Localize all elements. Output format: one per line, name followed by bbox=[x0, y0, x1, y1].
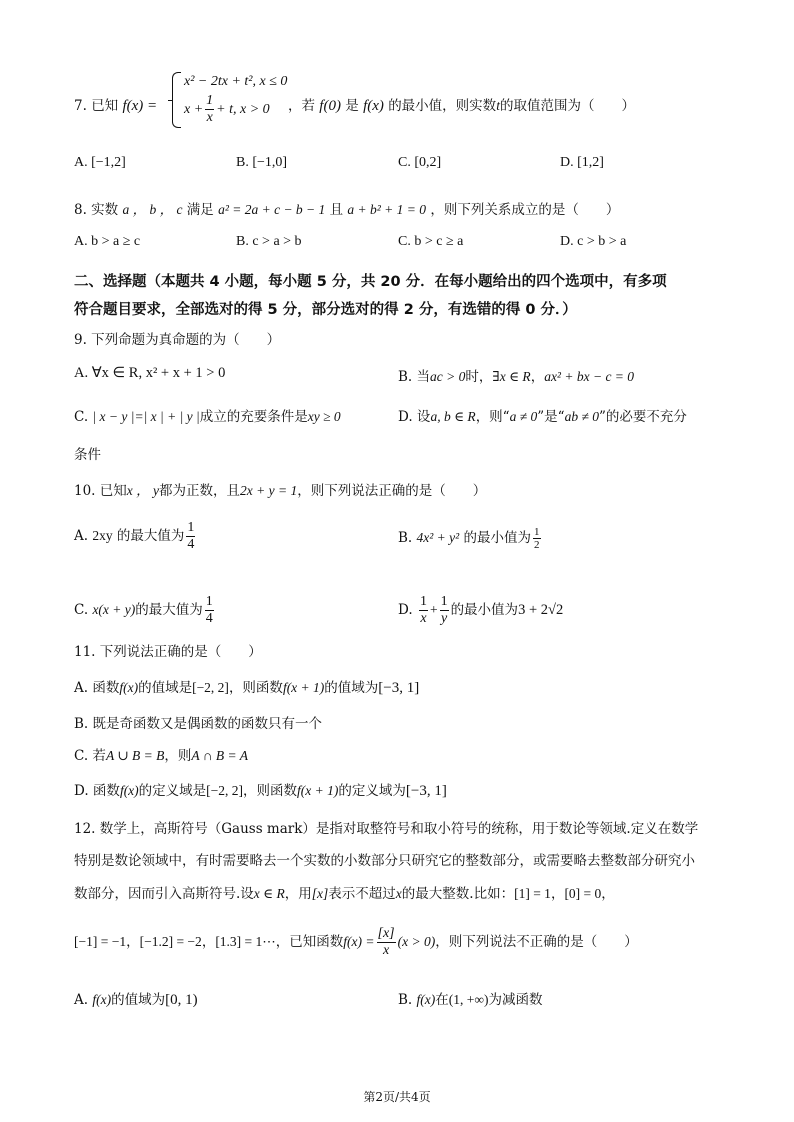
q7-case-2: x + $\frac{1}{x}$ + t, x > 0 bbox=[184, 93, 270, 126]
q9-option-b: B. 当ac > 0时，∃x ∈ R，ax² + bx − c = 0 bbox=[398, 369, 635, 385]
q7-var-t: t bbox=[496, 98, 500, 113]
q7-number: 7. bbox=[74, 98, 87, 114]
q12-line-1: 12. 数学上，高斯符号（Gauss mark）是指对取整符号和取小符号的统称，用于数论等领域.定义在数学 bbox=[74, 821, 699, 837]
q9-stem: 9. 下列命题为真命题的为（ ） bbox=[74, 332, 281, 348]
q11-option-a: A. 函数f(x)的值域是[−2, 2]，则函数f(x + 1)的值域为[−3, 1] bbox=[74, 680, 420, 696]
q8-equation-2: a + b² + 1 = 0 bbox=[347, 202, 427, 217]
q9-option-a: A. ∀x ∈ R, x² + x + 1 > 0 bbox=[74, 365, 226, 381]
q12-line-4: [−1] = −1，[−1.2] = −2，[1.3] = 1⋯，已知函数f(x) = $\frac{[x]}{x}$ (x > 0)，则下列说法不正确的是（ ） bbox=[74, 926, 638, 958]
page-footer: 第2页/共4页 bbox=[363, 1090, 431, 1104]
q7-option-d: D. [1,2] bbox=[560, 155, 604, 170]
q7-option-c: C. [0,2] bbox=[398, 155, 442, 170]
q7-brace bbox=[172, 72, 181, 128]
q7-piecewise bbox=[172, 72, 287, 128]
q10-option-a: A. 2xy 的最大值为 $\frac{1}{4}$ bbox=[74, 520, 195, 552]
q8-option-c: C. b > c ≥ a bbox=[398, 234, 464, 249]
q10-option-d: D. $\frac{1}{x}$ + $\frac{1}{y}$ 的最小值为3 + 2√2 bbox=[398, 594, 564, 626]
section-2-line-2: 符合题目要求，全部选对的得 5 分，部分选对的得 2 分，有选错的得 0 分．） bbox=[74, 302, 577, 318]
q7-f0: f(0) bbox=[319, 98, 341, 114]
q7-stem-end: ，若 f(0) 是 f(x) 的最小值，则实数t的取值范围为（ ） bbox=[288, 98, 635, 114]
q7-option-a: A. [−1,2] bbox=[74, 155, 126, 170]
q8-option-d: D. c > b > a bbox=[560, 234, 627, 249]
q9-option-d-wrap: 条件 bbox=[74, 447, 101, 463]
q12-option-b: B. f(x)在(1, +∞)为减函数 bbox=[398, 992, 543, 1008]
q10-option-c: C. x(x + y)的最大值为 $\frac{1}{4}$ bbox=[74, 594, 213, 626]
q9-option-c: C. | x − y |=| x | + | y |成立的充要条件是xy ≥ 0 bbox=[74, 409, 341, 425]
section-2-line-1: 二、选择题（本题共 4 小题，每小题 5 分，共 20 分．在每小题给出的四个选项中，有多项 bbox=[74, 274, 667, 290]
q11-option-d: D. 函数f(x)的定义域是[−2, 2]，则函数f(x + 1)的定义域为[−3, 1] bbox=[74, 783, 447, 799]
q8-option-a: A. b > a ≥ c bbox=[74, 234, 141, 249]
q10-stem: 10. 已知x ， y都为正数，且2x + y = 1，则下列说法正确的是（ ） bbox=[74, 483, 487, 499]
q12-option-a: A. f(x)的值域为[0, 1) bbox=[74, 992, 198, 1008]
q7-option-b: B. [−1,0] bbox=[236, 155, 288, 170]
question-8: 8. 实数 a ， b ， c 满足 a² = 2a + c − b − 1 且 a + b² + 1 = 0 ，则下列关系成立的是（ ） bbox=[74, 202, 620, 218]
q8-option-b: B. c > a > b bbox=[236, 234, 302, 249]
q7-stem-start bbox=[74, 94, 157, 115]
q12-line-3: 数部分，因而引入高斯符号.设x ∈ R，用[x]表示不超过x的最大整数.比如：[1] = 1，[0] = 0， bbox=[74, 886, 615, 902]
q8-vars: a ， b ， c bbox=[122, 202, 183, 217]
q11-stem: 11. 下列说法正确的是（ ） bbox=[74, 644, 262, 660]
q9-option-d: D. 设a, b ∈ R，则“a ≠ 0”是“ab ≠ 0”的必要不充分 bbox=[398, 409, 687, 425]
q10-option-b: B. 4x² + y² 的最小值为 $\frac{1}{2}$ bbox=[398, 526, 540, 551]
q7-function-name: f(x) = bbox=[122, 98, 158, 114]
q7-fx: f(x) bbox=[363, 98, 384, 114]
q11-option-b: B. 既是奇函数又是偶函数的函数只有一个 bbox=[74, 716, 323, 732]
q11-option-c: C. 若A ∪ B = B，则A ∩ B = A bbox=[74, 748, 248, 764]
q8-equation-1: a² = 2a + c − b − 1 bbox=[218, 202, 326, 217]
q7-lead: 已知 bbox=[91, 98, 119, 114]
q7-case-1: x² − 2tx + t², x ≤ 0 bbox=[184, 74, 288, 89]
q12-line-2: 特别是数论领域中，有时需要略去一个实数的小数部分只研究它的整数部分，或需要略去整数部分研究小 bbox=[74, 853, 695, 869]
